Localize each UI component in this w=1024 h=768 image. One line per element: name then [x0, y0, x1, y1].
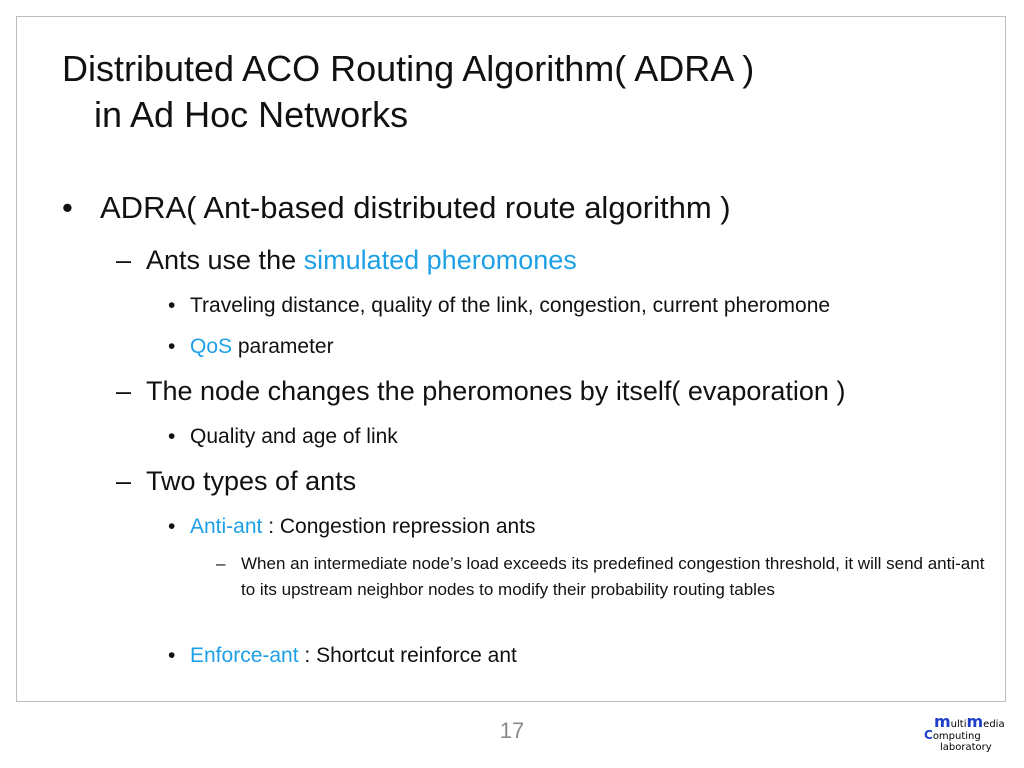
logo-line-3: laboratory: [940, 742, 992, 753]
bullet-marker: •: [168, 425, 176, 448]
logo-line-2: [920, 730, 1020, 742]
bullet-ants-pheromones: [146, 245, 577, 276]
highlight-anti-ant: Anti-ant: [190, 515, 263, 538]
lab-logo: [920, 712, 1020, 756]
bullet-two-types: Two types of ants: [146, 466, 357, 496]
logo-text: omputing: [932, 731, 981, 742]
page-number: 17: [499, 718, 525, 743]
logo-letter-m: m: [934, 712, 951, 731]
bullet-quality-age: Quality and age of link: [190, 425, 398, 448]
bullet-anti-ant-detail: When an intermediate node’s load exceeds its predefined congestion threshold, it will send anti-ant to its upstream neighbor nodes to modify their probability routing tables: [241, 554, 985, 599]
bullet-qos: [190, 335, 334, 359]
bullet-marker: •: [168, 294, 176, 317]
bullet-text: parameter: [232, 335, 334, 358]
bullet-text: : Congestion repression ants: [262, 515, 536, 538]
bullet-marker: •: [62, 190, 73, 225]
bullet-evaporation: The node changes the pheromones by itself( evaporation ): [146, 376, 846, 406]
highlight-simulated-pheromones: simulated pheromones: [303, 245, 577, 275]
highlight-enforce-ant: Enforce-ant: [190, 644, 299, 667]
logo-letter-c: C: [924, 728, 933, 742]
dash-marker: –: [116, 466, 132, 496]
dash-marker: –: [116, 376, 132, 406]
dash-marker: –: [116, 245, 132, 275]
logo-line-1: [920, 712, 1020, 731]
bullet-marker: •: [168, 644, 176, 667]
title-line-2: in Ad Hoc Networks: [94, 94, 409, 135]
title-line-1: Distributed ACO Routing Algorithm( ADRA ): [62, 48, 755, 89]
bullet-marker: •: [168, 515, 176, 538]
logo-letter-m: m: [966, 712, 984, 731]
dash-marker: –: [216, 554, 226, 573]
bullet-text: : Shortcut reinforce ant: [298, 644, 517, 667]
bullet-traveling-distance: Traveling distance, quality of the link, congestion, current pheromone: [190, 294, 831, 317]
bullet-adra: ADRA( Ant-based distributed route algorithm ): [100, 190, 731, 225]
bullet-text: Ants use the: [146, 245, 304, 275]
bullet-anti-ant: [190, 515, 536, 539]
highlight-qos: QoS: [190, 335, 233, 358]
logo-text: ulti: [950, 719, 967, 730]
bullet-marker: •: [168, 335, 176, 358]
bullet-enforce-ant: [190, 644, 517, 668]
logo-text: edia: [983, 719, 1005, 730]
